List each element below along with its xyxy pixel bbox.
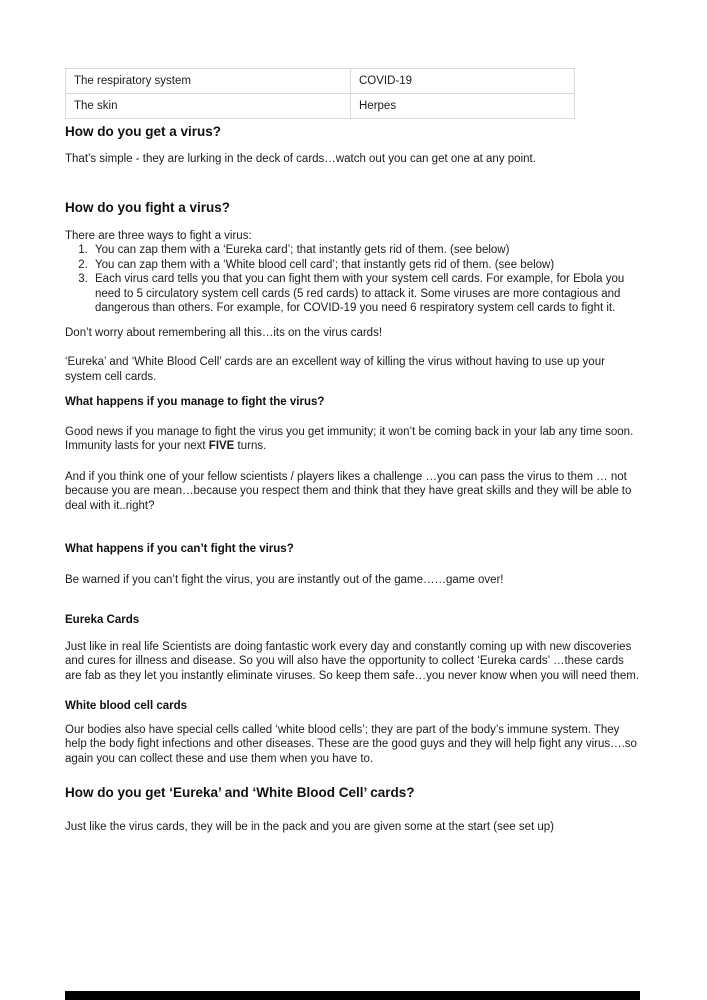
paragraph-eureka-wbc-tip: ‘Eureka’ and ‘White Blood Cell’ cards are an excellent way of killing the virus without having to use up your system cell cards. bbox=[65, 356, 605, 383]
list-item-text: Each virus card tells you that you can fight them with your system cell cards. For example, for Ebola you need to 5 circulatory system cell cards (5 red cards) to attack it. Some viruses are more contagious and dangerous than others. For example, for COVID-19 you need 6 respiratory system cell cards to fight it. bbox=[95, 273, 625, 314]
heading-manage-fight: What happens if you manage to fight the virus? bbox=[65, 396, 325, 408]
paragraph-be-warned: Be warned if you can’t fight the virus, you are instantly out of the game……game over! bbox=[65, 573, 504, 586]
body-systems-table bbox=[65, 68, 575, 119]
bottom-black-bar bbox=[65, 991, 640, 1000]
heading-how-get-virus: How do you get a virus? bbox=[65, 124, 222, 139]
system-cell: The respiratory system bbox=[66, 69, 351, 94]
list-item bbox=[91, 272, 640, 316]
paragraph-get-virus: That’s simple - they are lurking in the deck of cards…watch out you can get one at any point. bbox=[65, 153, 536, 165]
system-cell: The skin bbox=[66, 94, 351, 119]
table-row bbox=[66, 94, 575, 119]
paragraph-pass-virus: And if you think one of your fellow scientists / players likes a challenge …you can pass the virus to them … not because you are mean…because you respect them and think that they have great skills and they will be able to deal with it..right? bbox=[65, 470, 632, 512]
heading-how-get-eureka-wbc: How do you get ‘Eureka’ and ‘White Blood Cell’ cards? bbox=[65, 785, 415, 800]
fight-ways-list bbox=[65, 243, 640, 316]
list-item bbox=[91, 258, 640, 273]
paragraph-immunity bbox=[65, 425, 640, 454]
paragraph-eureka-cards: Just like in real life Scientists are doing fantastic work every day and constantly coming up with new discoveries and cures for illness and disease. So you will also have the opportunity to collect ‘Eureka cards’ …these cards are fab as they let you instantly eliminate viruses. So keep them safe…you never know when you will need them. bbox=[65, 640, 640, 682]
immunity-text-after: turns. bbox=[234, 440, 267, 452]
table-row bbox=[66, 69, 575, 94]
heading-eureka-cards: Eureka Cards bbox=[65, 614, 140, 626]
list-item-text: You can zap them with a ‘White blood cell card’; that instantly gets rid of them. (see below) bbox=[95, 258, 555, 271]
paragraph-fight-intro: There are three ways to fight a virus: bbox=[65, 229, 252, 242]
list-item-text: You can zap them with a ‘Eureka card’; that instantly gets rid of them. (see below) bbox=[95, 244, 510, 256]
list-item bbox=[91, 243, 640, 258]
heading-white-blood-cell-cards: White blood cell cards bbox=[65, 700, 188, 712]
heading-how-fight-virus: How do you fight a virus? bbox=[65, 199, 230, 215]
immunity-text-before: Good news if you manage to fight the virus you get immunity; it won’t be coming back in your lab any time soon. Immunity lasts for your next bbox=[65, 425, 634, 452]
paragraph-cards-in-pack: Just like the virus cards, they will be in the pack and you are given some at the start (see set up) bbox=[65, 821, 554, 833]
virus-cell: Herpes bbox=[351, 94, 575, 119]
virus-cell: COVID-19 bbox=[351, 69, 575, 94]
immunity-bold-five: FIVE bbox=[208, 440, 235, 452]
heading-cant-fight: What happens if you can’t fight the virus? bbox=[65, 543, 294, 555]
paragraph-white-blood-cells: Our bodies also have special cells called ‘white blood cells’; they are part of the body’s immune system. They help the body fight infections and other diseases. These are the good guys and they will help fight any virus….so again you can collect these and use them when you have to. bbox=[65, 723, 637, 765]
paragraph-dont-worry: Don’t worry about remembering all this…its on the virus cards! bbox=[65, 326, 383, 339]
